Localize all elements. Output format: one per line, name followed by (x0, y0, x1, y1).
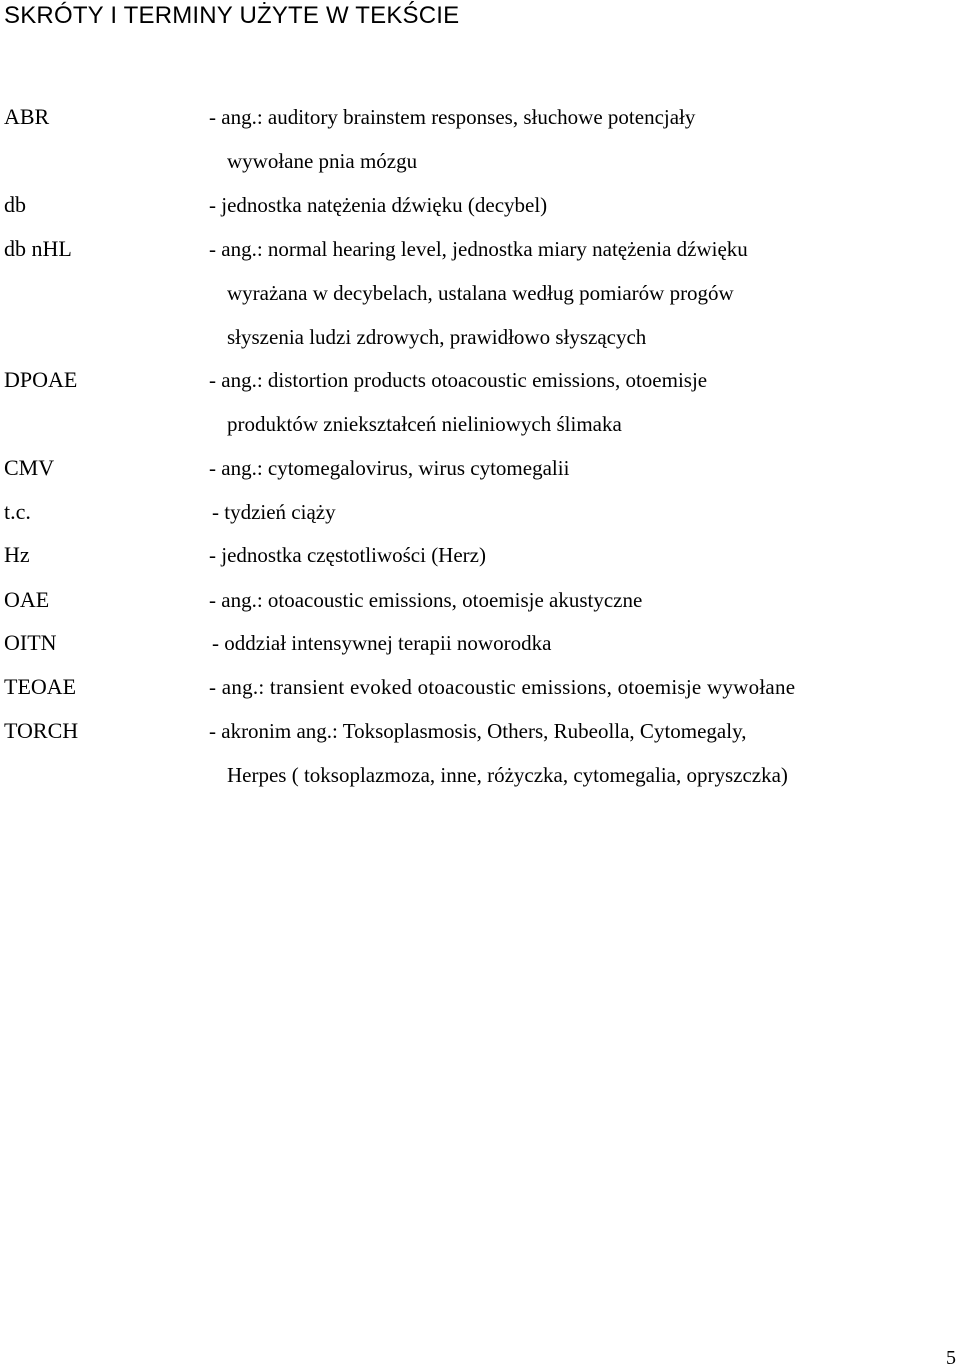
abbreviation-term: TORCH (4, 718, 79, 743)
abbreviation-definition: - ang.: transient evoked otoacoustic emissions, otoemisje wywołane (209, 675, 796, 699)
abbreviation-definition-continued: wyrażana w decybelach, ustalana według pomiarów progów (227, 281, 734, 305)
abbreviation-definition: - ang.: cytomegalovirus, wirus cytomegalii (209, 456, 570, 480)
abbreviation-term: Hz (4, 542, 30, 567)
page-number: 5 (946, 1347, 956, 1369)
abbreviation-definition-continued: Herpes ( toksoplazmoza, inne, różyczka, cytomegalia, opryszczka) (227, 763, 788, 787)
abbreviation-definition: - ang.: distortion products otoacoustic emissions, otoemisje (209, 368, 708, 392)
abbreviation-term: db (4, 192, 26, 217)
abbreviation-definition: - jednostka częstotliwości (Herz) (209, 543, 486, 567)
abbreviation-definition: - oddział intensywnej terapii noworodka (212, 631, 552, 655)
abbreviation-term: t.c. (4, 499, 31, 524)
abbreviation-term: OAE (4, 587, 50, 612)
abbreviation-term: db nHL (4, 236, 72, 261)
abbreviation-term: TEOAE (4, 674, 77, 699)
abbreviation-definition: - ang.: otoacoustic emissions, otoemisje akustyczne (209, 588, 643, 612)
abbreviation-definition-continued: produktów zniekształceń nieliniowych ślimaka (227, 412, 622, 436)
abbreviation-definition-continued: wywołane pnia mózgu (227, 149, 418, 173)
abbreviation-definition: - ang.: auditory brainstem responses, słuchowe potencjały (209, 105, 696, 129)
abbreviation-term: OITN (4, 630, 57, 655)
abbreviation-definition-continued: słyszenia ludzi zdrowych, prawidłowo słyszących (227, 325, 647, 349)
abbreviation-definition: - ang.: normal hearing level, jednostka miary natężenia dźwięku (209, 237, 748, 261)
abbreviation-term: ABR (4, 104, 50, 129)
abbreviation-term: DPOAE (4, 367, 78, 392)
abbreviation-definition: - akronim ang.: Toksoplasmosis, Others, Rubeolla, Cytomegaly, (209, 719, 747, 743)
page-title: SKRÓTY I TERMINY UŻYTE W TEKŚCIE (4, 2, 460, 29)
abbreviation-definition: - jednostka natężenia dźwięku (decybel) (209, 193, 548, 217)
abbreviation-term: CMV (4, 455, 55, 480)
abbreviation-definition: - tydzień ciąży (212, 500, 336, 524)
